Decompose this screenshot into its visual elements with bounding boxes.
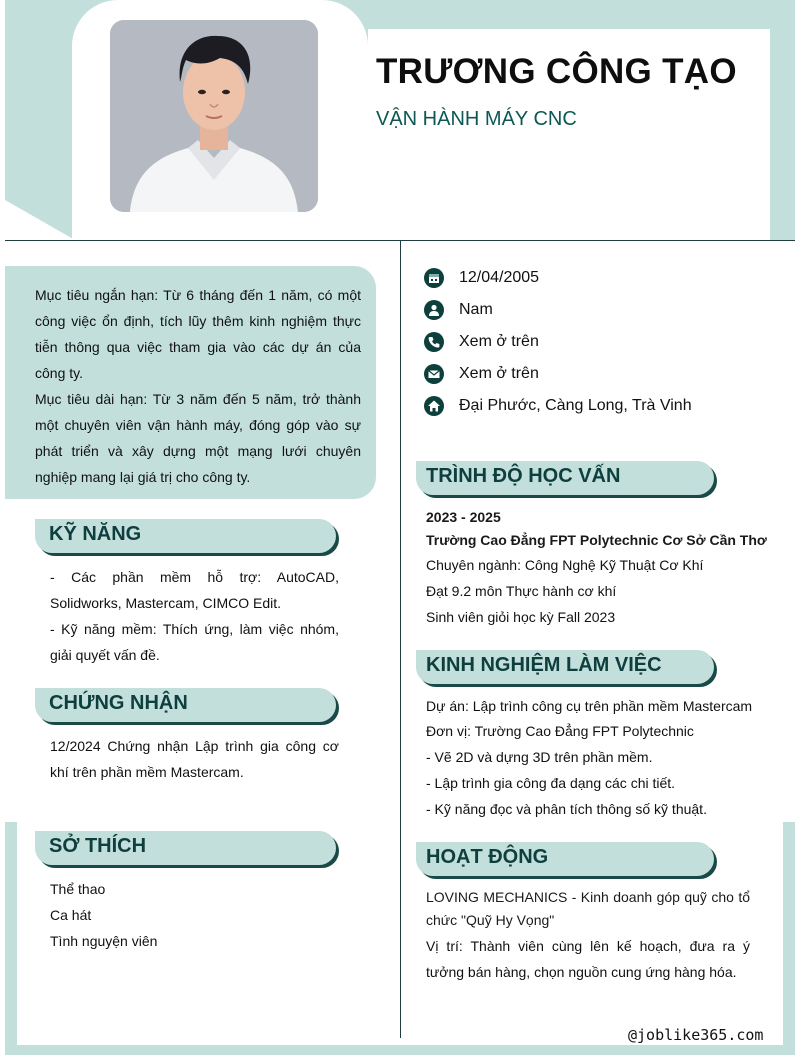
hobby-item: Ca hát [50, 907, 92, 923]
experience-line: Đơn vị: Trường Cao Đẳng FPT Polytechnic [426, 723, 694, 739]
skills-heading-label: KỸ NĂNG [49, 523, 142, 545]
experience-heading [416, 650, 714, 684]
birthday-value: 12/04/2005 [459, 269, 540, 286]
profile-photo [110, 20, 318, 212]
education-heading-label: TRÌNH ĐỘ HỌC VẤN [426, 465, 621, 487]
education-line: Sinh viên giỏi học kỳ Fall 2023 [426, 609, 616, 625]
activity-role: Vị trí: Thành viên cùng lên kế hoạch, đưa ra ý tưởng bán hàng, chọn nguồn cung ứng hàng hóa. [426, 938, 750, 980]
mail-icon [424, 364, 444, 384]
experience-line: - Kỹ năng đọc và phân tích thông số kỹ thuật. [426, 801, 707, 817]
education-heading [416, 461, 714, 495]
experience-line: - Vẽ 2D và dựng 3D trên phần mềm. [426, 749, 653, 765]
hobby-item: Tình nguyện viên [50, 933, 158, 949]
education-school: Trường Cao Đẳng FPT Polytechnic Cơ Sở Cần Thơ [426, 532, 767, 548]
education-period: 2023 - 2025 [426, 509, 501, 525]
email-value: Xem ở trên [459, 365, 539, 382]
person-icon [424, 300, 444, 320]
activity-organization: LOVING MECHANICS - Kinh doanh góp quỹ cho tổ chức "Quỹ Hy Vọng" [426, 889, 750, 928]
activities-heading-label: HOẠT ĐỘNG [426, 846, 549, 868]
skills-heading [35, 519, 336, 553]
hobbies-heading-label: SỞ THÍCH [49, 835, 147, 857]
column-divider-lower [400, 822, 401, 1038]
objective-long-term: Mục tiêu dài hạn: Từ 3 năm đến 5 năm, trở thành một chuyên viên vận hành máy, đóng góp vào sự phát triển và xây dựng một mạng lưới chuyên nghiệp mang lại giá trị cho công ty. [35, 391, 361, 485]
certificate-item: 12/2024 Chứng nhận Lập trình gia công cơ khí trên phần mềm Mastercam. [50, 738, 339, 780]
website-watermark: @joblike365.com [628, 1026, 764, 1044]
certificates-heading [35, 688, 336, 722]
experience-heading-label: KINH NGHIỆM LÀM VIỆC [426, 654, 662, 676]
activities-heading [416, 842, 714, 876]
calendar-icon [424, 268, 444, 288]
objective-short-term: Mục tiêu ngắn hạn: Từ 6 tháng đến 1 năm, có một công việc ổn định, tích lũy thêm kinh nghiệm thực tiễn thông qua việc tham gia vào các dự án của công ty. [35, 287, 361, 381]
experience-line: Dự án: Lập trình công cụ trên phần mềm Mastercam [426, 698, 753, 714]
candidate-name: TRƯƠNG CÔNG TẠO [376, 52, 737, 91]
hobbies-heading [35, 831, 336, 865]
education-line: Đạt 9.2 môn Thực hành cơ khí [426, 583, 617, 599]
photo-frame-notch [5, 200, 75, 240]
home-icon [424, 396, 444, 416]
career-objective [5, 266, 376, 499]
gender-value: Nam [459, 301, 493, 318]
skills-item: - Kỹ năng mềm: Thích ứng, làm việc nhóm, giải quyết vấn đề. [50, 621, 339, 663]
experience-line: - Lập trình gia công đa dạng các chi tiết. [426, 775, 676, 791]
certificates-heading-label: CHỨNG NHẬN [49, 692, 188, 714]
phone-value: Xem ở trên [459, 333, 539, 350]
skills-item: - Các phần mềm hỗ trợ: AutoCAD, Solidworks, Mastercam, CIMCO Edit. [50, 569, 339, 611]
job-title: VẬN HÀNH MÁY CNC [376, 108, 577, 130]
address-value: Đại Phước, Càng Long, Trà Vinh [459, 397, 692, 414]
phone-icon [424, 332, 444, 352]
hobby-item: Thể thao [50, 881, 106, 897]
education-line: Chuyên ngành: Công Nghệ Kỹ Thuật Cơ Khí [426, 557, 704, 573]
